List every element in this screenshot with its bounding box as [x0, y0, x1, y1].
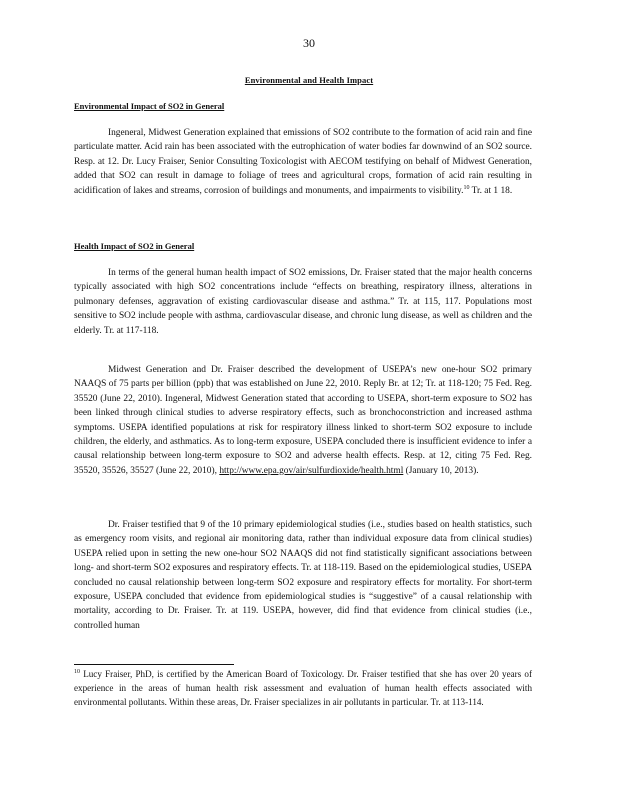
subheading-health-impact: Health Impact of SO2 in General — [74, 241, 195, 251]
footnote — [74, 668, 532, 709]
epa-health-link[interactable]: http://www.epa.gov/air/sulfurdioxide/health.html — [219, 465, 404, 476]
footnote-text: Lucy Fraiser, PhD, is certified by the American Board of Toxicology. Dr. Fraiser testified that she has over 20 years of experience in the areas of human health risk assessment and evaluation of human health effects associated with environmental pollutants. Within these areas, Dr. Fraiser specializes in air pollutants in particular. Tr. at 113-114. — [74, 669, 532, 707]
page-number: 30 — [303, 36, 315, 50]
paragraph-environmental-impact — [74, 126, 532, 198]
paragraph-epidemiological-studies: Dr. Fraiser testified that 9 of the 10 primary epidemiological studies (i.e., studies based on health statistics, such as emergency room visits, and regional air monitoring data, rather than individual exposure data from clinical studies) USEPA relied upon in setting the new one-hour SO2 NAAQS did not find statistically significant associations between long- and short-term SO2 exposures and respiratory effects. Tr. at 118-119. Based on the epidemiological studies, USEPA concluded no causal relationship between long-term SO2 exposure and respiratory effects for mortality. For short-term exposure, USEPA concluded that evidence from epidemiological studies is “suggestive” of a causal relationship with mortality, according to Dr. Fraiser. Tr. at 119. USEPA, however, did find that evidence from clinical studies (i.e., controlled human — [74, 520, 532, 631]
footnote-reference: 10 — [463, 184, 470, 191]
paragraph-naaqs-end: (January 10, 2013). — [403, 465, 479, 476]
paragraph-naaqs-development — [74, 363, 532, 478]
section-title: Environmental and Health Impact — [244, 75, 374, 85]
paragraph-env-text: Ingeneral, Midwest Generation explained that emissions of SO2 contribute to the formation of acid rain and fine particulate matter. Acid rain has been associated with the eutrophication of water bodies far downwind of an SO2 source. Resp. at 12. Dr. Lucy Fraiser, Senior Consulting Toxicologist with AECOM testifying on behalf of Midwest Generation, added that SO2 can result in damage to foliage of trees and agricultural crops, formation of acid rain resulting in acidification of lakes and streams, corrosion of buildings and monuments, and impairments to visibility. — [74, 128, 532, 196]
paragraph-health-concerns: In terms of the general human health impact of SO2 emissions, Dr. Fraiser stated that the major health concerns typically associated with high SO2 concentrations include “effects on breathing, respiratory illness, alterations in pulmonary defenses, aggravation of existing cardiovascular disease and asthma.” Tr. at 115, 117. Populations most sensitive to SO2 include people with asthma, cardiovascular disease, and chronic lung disease, as well as children and the elderly. Tr. at 117-118. — [74, 268, 532, 336]
paragraph-naaqs-text: Midwest Generation and Dr. Fraiser described the development of USEPA’s new one-hour SO2 primary NAAQS of 75 parts per billion (ppb) that was established on June 22, 2010. Reply Br. at 12; Tr. at 118-120; 75 Fed. Reg. 35520 (June 22, 2010). Ingeneral, Midwest Generation stated that according to USEPA, short-term exposure to SO2 has been linked through clinical studies to adverse respiratory effects, such as bronchoconstriction and increased asthma symptoms. USEPA identified populations at risk for respiratory illness linked to short-term SO2 exposure to include children, the elderly, and asthmatics. As to long-term exposure, USEPA concluded there is insufficient evidence to infer a causal relationship between long-term exposure to SO2 and adverse health effects. Resp. at 12, citing 75 Fed. Reg. 35520, 35526, 35527 (June 22, 2010), — [74, 365, 532, 476]
footnote-divider — [74, 664, 234, 665]
subheading-environmental-impact: Environmental Impact of SO2 in General — [74, 101, 225, 111]
paragraph-env-citation: Tr. at 1 18. — [469, 185, 513, 196]
footnote-number: 10 — [74, 668, 80, 675]
